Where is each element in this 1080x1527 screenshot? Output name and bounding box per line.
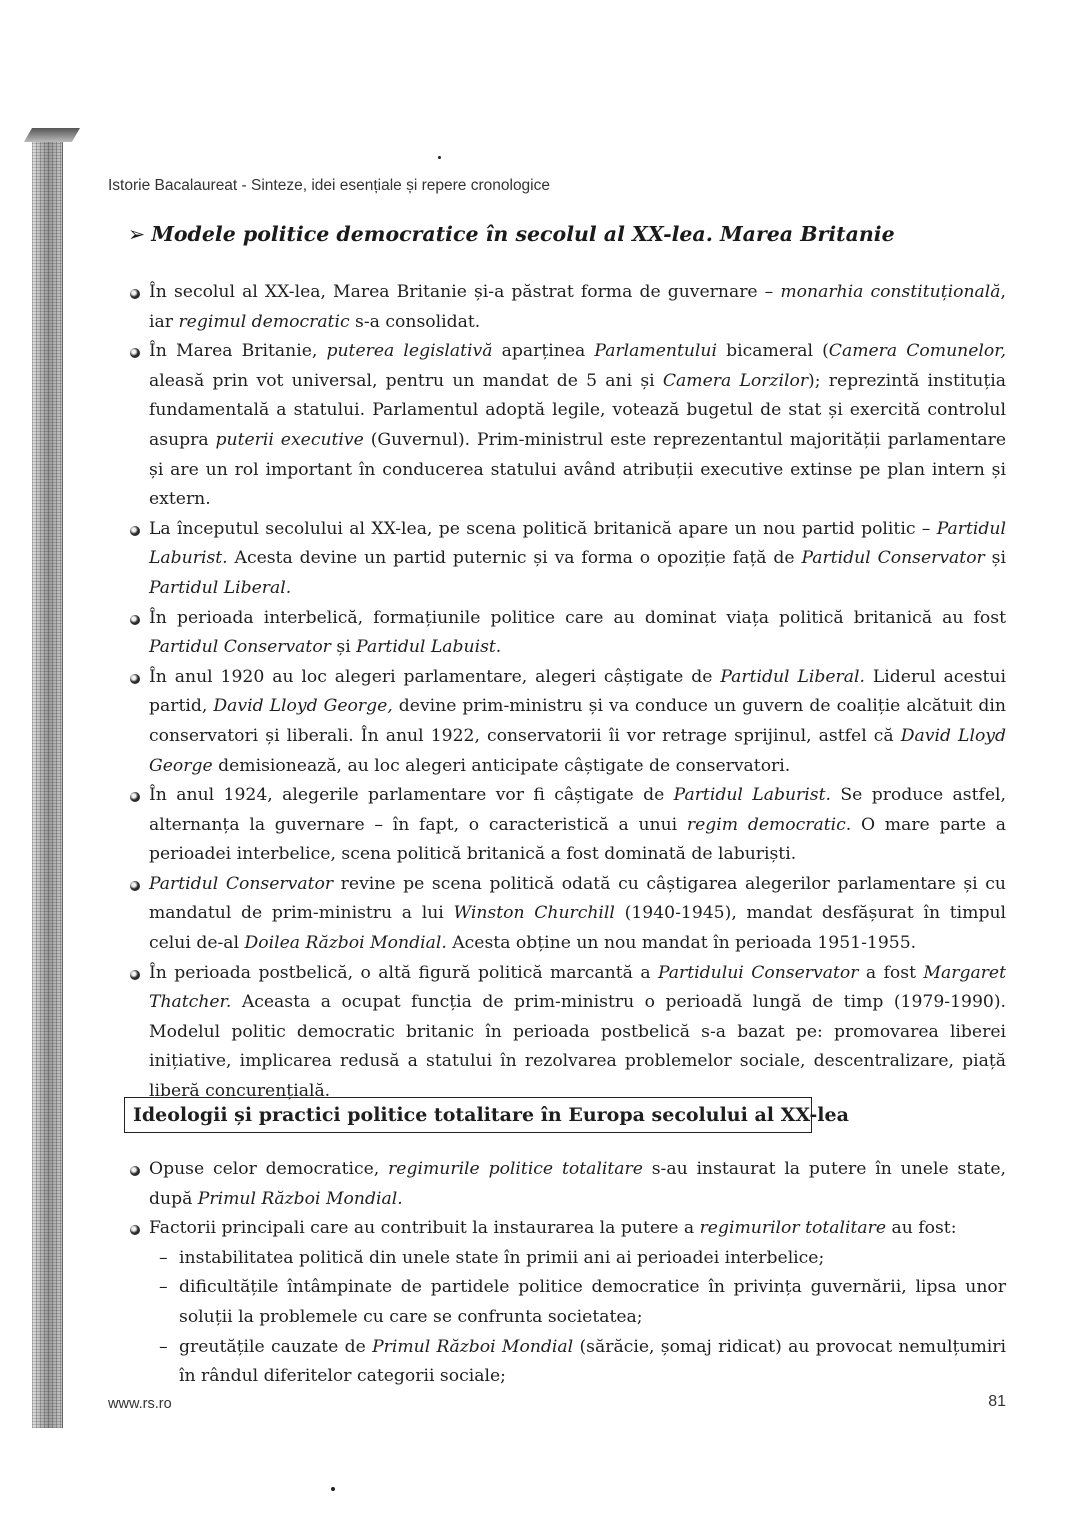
- dash-marker: –: [159, 1336, 168, 1357]
- book-binding-shadow: [32, 128, 63, 1428]
- dash-marker: –: [159, 1277, 168, 1298]
- text-run: În anul 1924, alegerile parlamentare vor fi câștigate de: [149, 785, 674, 806]
- text-run: instabilitatea politică din unele state în primii ani ai perioadei interbelice;: [179, 1247, 825, 1268]
- text-run: Se produce astfel, alternanța la guvernare – în fapt, o caracteristică a unui: [149, 785, 1007, 835]
- text-run: aparținea: [492, 341, 595, 362]
- sub-list-item: [149, 1244, 1006, 1274]
- text-run: au fost:: [886, 1218, 957, 1239]
- text-run: aleasă prin vot universal, pentru un mandat de 5 ani și: [149, 370, 663, 391]
- dash-marker: –: [159, 1247, 168, 1268]
- emphasized-term: Partidul Conservator: [149, 873, 334, 894]
- bullet-icon: [130, 881, 140, 891]
- text-run: Acesta obține un nou mandat în perioada 1951-1955.: [446, 933, 917, 954]
- emphasized-term: puterea legislativă: [326, 341, 493, 362]
- text-run: , iar: [149, 282, 1006, 332]
- list-item: [128, 781, 1006, 870]
- emphasized-term: Partidul Laburist.: [149, 518, 1006, 569]
- emphasized-term: regimul democratic: [178, 311, 350, 332]
- text-run: ); reprezintă instituția fundamentală a statului. Parlamentul adoptă legile, votează bugetul de stat și exercită controlul asupra: [149, 370, 1006, 450]
- emphasized-term: Margaret Thatcher.: [149, 962, 1007, 1013]
- emphasized-term: regimurilor totalitare: [699, 1218, 887, 1239]
- emphasized-term: regimurile politice totalitare: [388, 1159, 643, 1179]
- scan-speck: [438, 156, 441, 159]
- text-run: revine pe scena politică odată cu câștigarea alegerilor parlamentare și cu mandatul de prim-ministru a lui: [149, 873, 1006, 924]
- text-run: În Marea Britanie,: [149, 341, 327, 362]
- emphasized-term: Partidului Conservator: [658, 962, 859, 983]
- text-run: (sărăcie, șomaj ridicat) au provocat nemulțumiri în rândul diferitelor categorii sociale;: [179, 1336, 1006, 1387]
- text-run: s-a consolidat.: [349, 311, 481, 332]
- emphasized-term: Parlamentului: [594, 341, 717, 362]
- bullet-icon: [130, 348, 140, 358]
- emphasized-term: regim democratic.: [686, 814, 852, 835]
- bullet-icon: [130, 1225, 140, 1235]
- bullet-icon: [130, 1166, 140, 1176]
- list-item: [128, 959, 1006, 1107]
- list-item: [128, 1214, 1006, 1392]
- text-run: dificultățile întâmpinate de partidele politice democratice în privința guvernării, lipsa unor soluții la problemele cu care se confrunta societatea;: [179, 1277, 1006, 1327]
- footer-url: www.rs.ro: [108, 1396, 172, 1412]
- text-run: a fost: [858, 962, 924, 983]
- emphasized-term: Partidul Conservator: [801, 548, 985, 569]
- totalitarian-factors-list: [128, 1155, 1006, 1392]
- democratic-models-list: [128, 278, 1006, 1107]
- text-run: s-au instaurat la putere în unele state, după: [149, 1159, 1006, 1209]
- list-item: [128, 278, 1006, 337]
- bullet-icon: [130, 526, 140, 536]
- text-run: În anul 1920 au loc alegeri parlamentare, alegeri câștigate de: [149, 666, 721, 687]
- book-binding-corner: [24, 128, 80, 142]
- bullet-icon: [130, 289, 140, 299]
- bullet-icon: [130, 792, 140, 802]
- emphasized-term: Partidul Laburist.: [673, 785, 831, 806]
- emphasized-term: Camera Lorzilor: [662, 370, 809, 391]
- text-run: În perioada interbelică, formațiunile politice care au dominat viața politică britanică au fost: [149, 607, 1006, 628]
- text-run: La începutul secolului al XX-lea, pe scena politică britanică apare un nou partid politic –: [149, 518, 937, 539]
- text-run: greutățile cauzate de: [179, 1336, 373, 1357]
- text-run: și: [984, 548, 1006, 569]
- emphasized-term: Primul Război Mondial.: [197, 1188, 403, 1209]
- emphasized-term: Partidul Conservator: [149, 637, 331, 658]
- text-run: În perioada postbelică, o altă figură politică marcantă a: [149, 962, 658, 983]
- emphasized-term: David Lloyd George,: [213, 696, 393, 717]
- running-header: Istorie Bacalaureat - Sinteze, idei esențiale și repere cronologice: [108, 177, 550, 194]
- list-item: [128, 515, 1006, 604]
- emphasized-term: Partidul Liberal.: [149, 577, 292, 598]
- emphasized-term: Doilea Război Mondial.: [244, 933, 447, 954]
- text-run: (Guvernul). Prim-ministrul este reprezentantul majorității parlamentare și are un rol important în conducerea statului având atribuții executive extinse pe plan intern și extern.: [149, 429, 1006, 510]
- emphasized-term: David Lloyd George: [149, 725, 1007, 776]
- text-run: (1940-1945), mandat desfășurat în timpul celui de-al: [149, 903, 1007, 954]
- text-run: devine prim-ministru și va conduce un guvern de coaliție alcătuit din conservatori și liberali. În anul 1922, conservatorii îi vor retrage sprijinul, astfel că: [149, 696, 1006, 746]
- section-title-democratic-models: [128, 222, 895, 246]
- text-run: demisionează, au loc alegeri anticipate câștigate de conservatori.: [212, 755, 791, 776]
- emphasized-term: Partidul Liberal.: [720, 666, 865, 687]
- emphasized-term: puterii executive: [215, 429, 364, 450]
- text-run: Aceasta a ocupat funcția de prim-ministru o perioadă lungă de timp (1979-1990). Modelul politic democratic britanic în perioada postbelică s-a bazat pe: promovarea liberei inițiative, implicarea redusă a statului în rezolvarea problemelor sociale, descentralizare, piață liberă concurențială.: [149, 992, 1006, 1102]
- list-item: [128, 337, 1006, 515]
- text-run: Acesta devine un partid puternic și va forma o opoziție față de: [227, 548, 802, 569]
- sub-list-item: [149, 1273, 1006, 1332]
- page-number: 81: [988, 1393, 1006, 1410]
- list-item: [128, 870, 1006, 959]
- text-run: O mare parte a perioadei interbelice, scena politică britanică a fost dominată de laburiști.: [149, 814, 1006, 865]
- scan-speck: [331, 1487, 335, 1491]
- list-item: [128, 663, 1006, 781]
- text-run: și: [330, 637, 357, 658]
- emphasized-term: Camera Comunelor,: [828, 341, 1007, 362]
- list-item: [128, 604, 1006, 663]
- bullet-icon: [130, 674, 140, 684]
- list-item: [128, 1155, 1006, 1214]
- arrow-bullet-icon: ➢: [128, 222, 146, 246]
- emphasized-term: Winston Churchill: [453, 903, 615, 924]
- text-run: Opuse celor democratice,: [149, 1159, 389, 1179]
- text-run: Factorii principali care au contribuit la instaurarea la putere a: [149, 1218, 700, 1239]
- emphasized-term: Primul Război Mondial: [372, 1336, 574, 1357]
- bullet-icon: [130, 970, 140, 980]
- text-run: Liderul acestui partid,: [149, 666, 1006, 717]
- emphasized-term: monarhia constituțională: [780, 282, 1001, 302]
- emphasized-term: Partidul Labuist.: [356, 637, 502, 658]
- text-run: În secolul al XX-lea, Marea Britanie și-a păstrat forma de guvernare –: [149, 282, 781, 302]
- section-title-text: Modele politice democratice în secolul al XX-lea. Marea Britanie: [151, 222, 895, 246]
- sub-list-item: [149, 1333, 1006, 1392]
- text-run: bicameral (: [717, 341, 829, 362]
- boxed-heading-totalitarian: Ideologii și practici politice totalitare în Europa secolului al XX-lea: [124, 1097, 812, 1133]
- bullet-icon: [130, 615, 140, 625]
